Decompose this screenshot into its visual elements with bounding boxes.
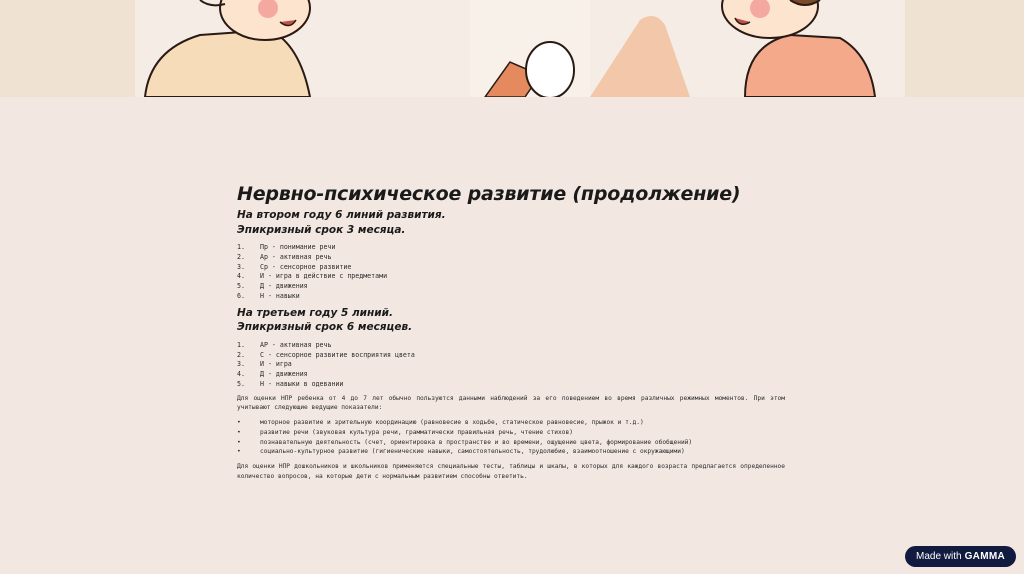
list-item: 1. АР - активная речь bbox=[237, 340, 332, 349]
list-item: • социально-культурное развитие (гигиенические навыки, самостоятельность, трудолюбие, взаимоотношение с окружающими) bbox=[237, 448, 685, 456]
list-item: 1. Пр - понимание речи bbox=[237, 243, 336, 251]
tests-paragraph: Для оценки НПР дошкольников и школьников применяются специальные тесты, таблицы и шкалы, в которых для каждого возраста предлагается определенное количество вопросов, на которые дети с нормальным развитием способны ответить. bbox=[237, 463, 785, 480]
third-year-list bbox=[237, 341, 797, 390]
list-item: • познавательную деятельность (счет, ориентировка в пространстве и во времени, ощущение цвета, формирование обобщений) bbox=[237, 438, 693, 446]
second-year-list bbox=[237, 243, 797, 302]
slide-title: Нервно-психическое развитие (продолжение) bbox=[237, 183, 741, 205]
indicators-list bbox=[237, 418, 797, 457]
list-item: 2. С - сенсорное развитие восприятия цвета bbox=[237, 350, 415, 359]
badge-prefix: Made with bbox=[916, 551, 962, 562]
list-item: 4. И - игра в действие с предметами bbox=[237, 272, 388, 281]
bullet-icon: • bbox=[237, 418, 241, 426]
list-item: 6. Н - навыки bbox=[237, 291, 300, 300]
children-illustration bbox=[0, 0, 1024, 97]
bullet-icon: • bbox=[237, 438, 241, 446]
list-item: • развитие речи (звуковая культура речи, грамматически правильная речь, чтение стихов) bbox=[237, 428, 573, 436]
list-item: 3. Ср - сенсорное развитие bbox=[237, 262, 352, 271]
bullet-icon: • bbox=[237, 448, 241, 456]
gamma-logo: GAMMA bbox=[964, 551, 1005, 562]
list-item: 3. И - игра bbox=[237, 360, 292, 369]
list-item: • моторное развитие и зрительную координацию (равновесие в ходьбе, статическое равновесие, прыжок и т.д.) bbox=[237, 418, 644, 426]
hero-illustration bbox=[0, 0, 1024, 97]
list-item: 4. Д - движения bbox=[237, 370, 308, 379]
second-year-heading: На втором году 6 линий развития. bbox=[237, 209, 446, 221]
list-item: 5. Н - навыки в одевании bbox=[237, 379, 344, 388]
third-year-epicrisis: Эпикризный срок 6 месяцев. bbox=[237, 321, 413, 334]
preschool-assessment-paragraph: Для оценки НПР ребенка от 4 до 7 лет обычно пользуются данными наблюдений за его поведением во время различных режимных моментов. При этом учитывают следующие ведущие показатели: bbox=[237, 394, 785, 412]
list-item: 2. Ар - активная речь bbox=[237, 252, 332, 261]
third-year-heading: На третьем году 5 линий. bbox=[237, 306, 393, 319]
list-item: 5. Д - движения bbox=[237, 282, 308, 291]
made-with-gamma-badge[interactable] bbox=[905, 546, 1016, 567]
slide-content bbox=[237, 182, 797, 481]
second-year-epicrisis: Эпикризный срок 3 месяца. bbox=[237, 223, 406, 236]
bullet-icon: • bbox=[237, 428, 241, 436]
